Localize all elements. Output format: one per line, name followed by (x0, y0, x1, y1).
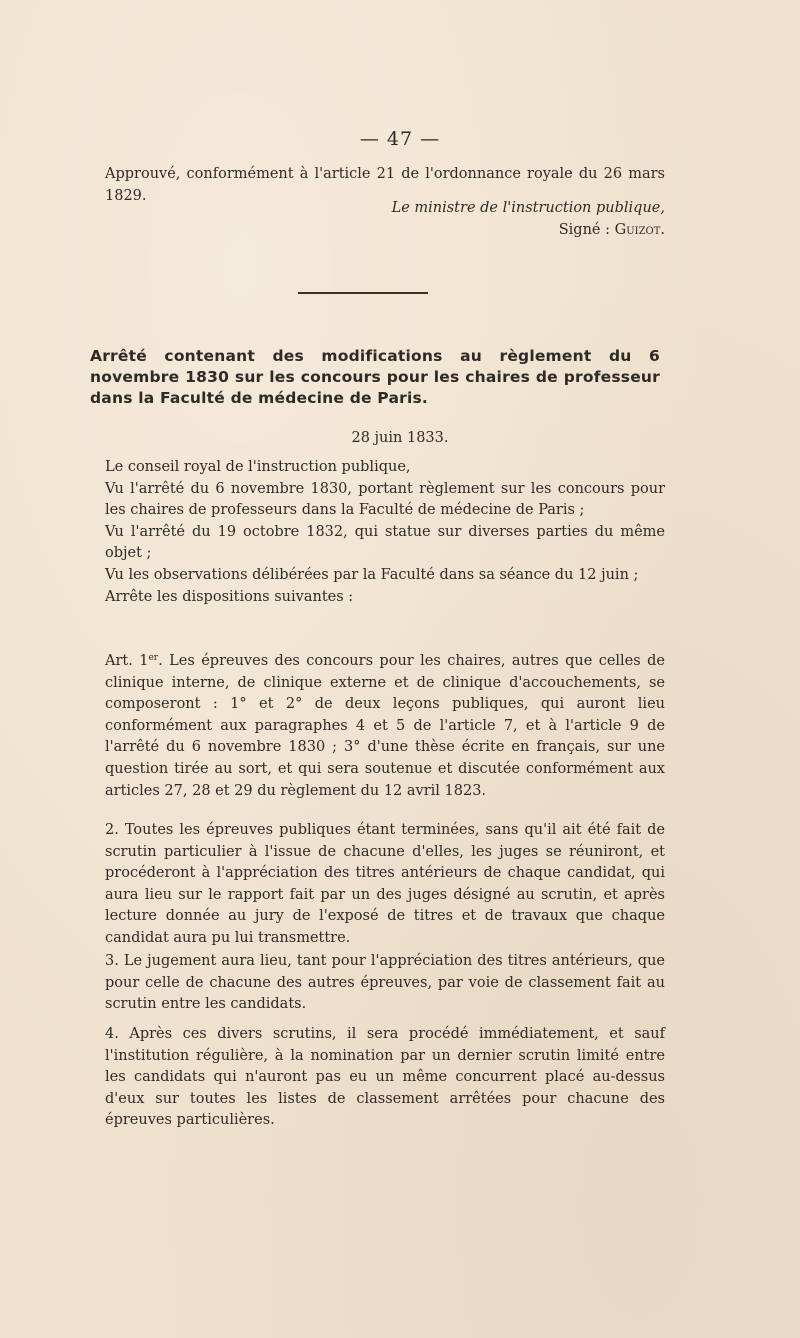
preamble (105, 457, 665, 608)
page-number: — 47 — (359, 128, 441, 150)
approval-text: Approuvé, conformément à l'article 21 de l'ordonnance royale du 26 mars 1829. (105, 166, 665, 204)
decree-date: 28 juin 1833. (351, 430, 449, 446)
minister-title: Le ministre de l'instruction publique, (391, 200, 665, 216)
preamble-vu-observations: Vu les observations délibérées par la Faculté dans sa séance du 12 juin ; (105, 566, 639, 583)
article-4-text: 4. Après ces divers scrutins, il sera procédé immédiatement, et sauf l'institution régulière, à la nomination par un dernier scrutin limité entre les candidats qui n'auront pas eu un même concurrent placé au-dessus d'eux sur toutes les listes de classement arrêtées pour chacune des épreuves particulières. (105, 1026, 665, 1129)
article-1-label: Art. 1 (105, 653, 149, 669)
preamble-vu-1830: Vu l'arrêté du 6 novembre 1830, portant règlement sur les concours pour les chaires de professeurs dans la Faculté de médecine de Paris ; (105, 480, 665, 519)
section-divider (298, 292, 428, 294)
signature-name: Guizot. (614, 222, 665, 238)
signature-prefix: Signé : (558, 222, 615, 238)
article-3 (105, 951, 665, 1016)
article-3-text: 3. Le jugement aura lieu, tant pour l'appréciation des titres antérieurs, que pour celle de chacune des autres épreuves, par voie de classement fait au scrutin entre les candidats. (105, 953, 665, 1013)
preamble-arrete: Arrête les dispositions suivantes : (105, 588, 354, 605)
decree-heading: Arrêté contenant des modifications au règlement du 6 novembre 1830 sur les concours pour les chaires de professeur dans la Faculté de médecine de Paris. (90, 347, 660, 407)
article-1-sup: er (148, 653, 159, 663)
article-2 (105, 820, 665, 950)
article-2-text: 2. Toutes les épreuves publiques étant terminées, sans qu'il ait été fait de scrutin particulier à l'issue de chacune d'elles, les juges se réuniront, et procéderont à l'appréciation des titres antérieurs de chaque candidat, qui aura lieu sur le rapport fait par un des juges désigné au scrutin, et après lecture donnée au jury de l'exposé de titres et de travaux que chaque candidat aura pu lui transmettre. (105, 822, 665, 946)
article-4 (105, 1024, 665, 1132)
article-1-text (105, 648, 665, 802)
article-1 (105, 648, 665, 802)
signature (260, 222, 665, 238)
article-1-body: . Les épreuves des concours pour les chaires, autres que celles de clinique interne, de clinique externe et de clinique d'accouchements, se composeront : 1° et 2° de deux leçons publiques, qui auront lieu conformément aux paragraphes 4 et 5 de l'article 7, et à l'article 9 de l'arrêté du 6 novembre 1830 ; 3° d'une thèse écrite en français, sur une question tirée au sort, et qui sera soutenue et discutée conformément aux articles 27, 28 et 29 du règlement du 12 avril 1823. (105, 653, 665, 799)
preamble-council: Le conseil royal de l'instruction publique, (105, 459, 411, 475)
preamble-vu-1832: Vu l'arrêté du 19 octobre 1832, qui statue sur diverses parties du même objet ; (105, 523, 665, 562)
